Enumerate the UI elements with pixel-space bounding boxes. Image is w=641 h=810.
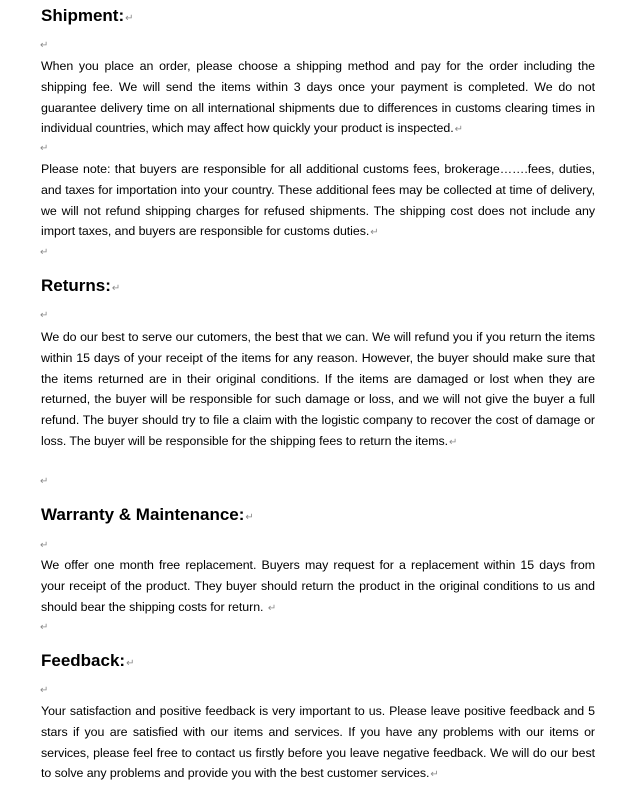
section-heading-shipment — [41, 6, 134, 29]
paragraph-mark-icon: ↵ — [40, 40, 49, 51]
paragraph-mark-icon: ↵ — [40, 310, 49, 321]
paragraph-text: Your satisfaction and positive feedback is very important to us. Please leave positive feedback and 5 stars if you are satisfied with our items and services. If you have any problems with our items or services, please feel free to contact us firstly before you leave negative feedback. We will do our best to solve any problems and provide you with the best customer services. — [41, 704, 595, 781]
shipment-paragraph-1 — [41, 56, 595, 141]
paragraph-mark-icon: ↵ — [40, 247, 49, 258]
paragraph-mark-icon: ↵ — [40, 622, 49, 633]
paragraph-mark-icon: ↵ — [430, 769, 439, 781]
paragraph-mark-icon: ↵ — [449, 436, 458, 448]
paragraph-mark-icon: ↵ — [40, 476, 49, 487]
paragraph-mark-icon: ↵ — [111, 283, 121, 294]
paragraph-text: When you place an order, please choose a shipping method and pay for the order including the shipping fee. We will send the items within 3 days once your payment is completed. We do not guarantee delivery time on all international shipments due to differences in customs clearing times in individual countries, which may affect how quickly your product is inspected. — [41, 59, 595, 136]
paragraph-mark-icon: ↵ — [40, 540, 49, 551]
heading-text: Warranty & Maintenance: — [41, 505, 245, 524]
paragraph-mark-icon: ↵ — [370, 227, 379, 239]
shipment-paragraph-2 — [41, 159, 595, 244]
paragraph-text: We offer one month free replacement. Buyers may request for a replacement within 15 days from your receipt of the product. They buyer should return the product in the original conditions to us and should bear the shipping costs for return. — [41, 558, 595, 614]
paragraph-mark-icon: ↵ — [454, 124, 463, 136]
heading-text: Shipment: — [41, 6, 125, 25]
paragraph-mark-icon: ↵ — [245, 512, 254, 523]
section-heading-returns — [41, 276, 120, 299]
section-heading-warranty — [41, 505, 254, 528]
returns-paragraph — [41, 327, 595, 454]
paragraph-text: We do our best to serve our cutomers, the best that we can. We will refund you if you return the items within 15 days of your receipt of the items for any reason. However, the buyer should make sure that the items returned are in their original conditions. If the items are damaged or lost when they are returned, the buyer will be responsible for such damage or loss, and we will not give the buyer a full refund. The buyer should try to file a claim with the logistic company to recover the cost of damage or loss. The buyer will be responsible for the shipping fees to return the items. — [41, 330, 595, 448]
paragraph-mark-icon: ↵ — [40, 143, 49, 154]
paragraph-mark-icon: ↵ — [125, 13, 134, 24]
paragraph-mark-icon: ↵ — [267, 602, 277, 614]
heading-text: Returns: — [41, 276, 111, 295]
feedback-paragraph — [41, 701, 595, 786]
paragraph-mark-icon: ↵ — [126, 658, 135, 669]
heading-text: Feedback: — [41, 651, 126, 670]
paragraph-text: Please note: that buyers are responsible for all additional customs fees, brokerage…….fees, duties, and taxes for importation into your country. These additional fees may be collected at time of delivery, we will not refund shipping charges for refused shipments. The shipping cost does not include any import taxes, and buyers are responsible for customs duties. — [41, 162, 595, 239]
warranty-paragraph — [41, 555, 595, 619]
paragraph-mark-icon: ↵ — [40, 685, 49, 696]
section-heading-feedback — [41, 651, 134, 674]
